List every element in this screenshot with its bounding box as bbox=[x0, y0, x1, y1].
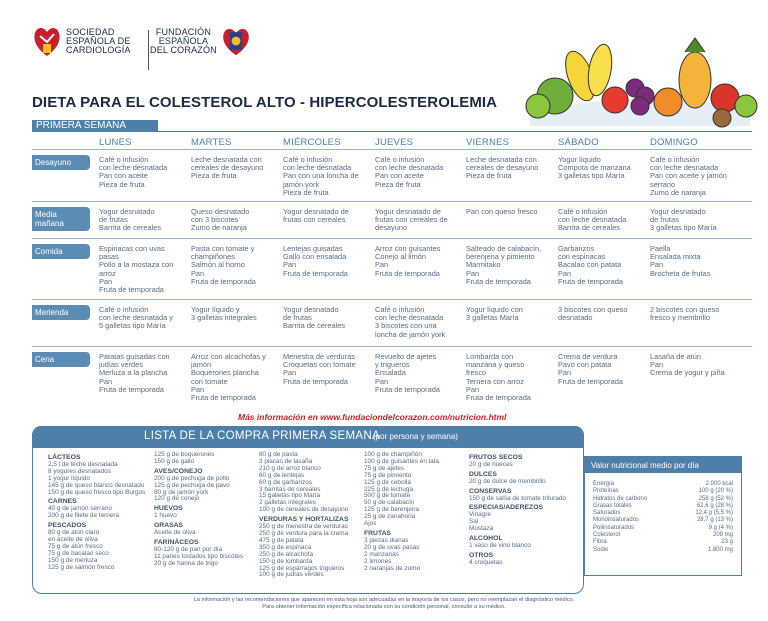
shopping-item: 3 barritas de cereales bbox=[259, 485, 321, 493]
meal-cell: Arroz con alcachofas y jamón Boquerones plancha con tomate Pan Fruta de temporada bbox=[191, 352, 266, 403]
shopping-item: 250 g de alcachofa bbox=[259, 550, 314, 558]
shopping-item: 200 g de pechuga de pollo bbox=[154, 474, 230, 482]
meal-cell: Café o infusión con leche desnatada Pan con aceite Pieza de fruta bbox=[99, 155, 168, 189]
shopping-item: 120 g de conejo bbox=[154, 495, 200, 503]
shopping-item: 125 g de pechuga de pavo bbox=[154, 481, 230, 489]
nutrition-row bbox=[585, 503, 741, 510]
shopping-item: 80-120 g de pan por día bbox=[154, 545, 223, 553]
shopping-item: 100 g de guisantes en lata bbox=[364, 457, 439, 465]
shopping-item: 8 yogures desnatados bbox=[48, 467, 111, 475]
day-header: MARTES bbox=[191, 137, 232, 148]
shopping-item: 1 huevo bbox=[154, 512, 177, 520]
day-header: LUNES bbox=[99, 137, 132, 148]
meal-cell: Yogur líquido con 3 galletas María bbox=[466, 305, 523, 323]
row-divider bbox=[32, 238, 752, 239]
logo-text-line: ESPAÑOLA DE bbox=[66, 35, 131, 46]
nutrient-name: Poliinsaturados bbox=[593, 524, 635, 531]
meal-cell: Yogur líquido Compota de manzana 3 galletas tipo María bbox=[558, 155, 631, 181]
shopping-item: 100 g de champiñón bbox=[364, 451, 422, 458]
shopping-category: CARNES bbox=[48, 498, 77, 506]
meal-cell: Yogur líquido y 3 galletas integrales bbox=[191, 305, 257, 323]
shopping-item: 150 g de lombarda bbox=[259, 557, 313, 565]
nutrient-name: Colesterol bbox=[593, 532, 621, 539]
meal-label: Comida bbox=[32, 244, 90, 259]
shopping-item: 150 g de gallo bbox=[154, 457, 195, 465]
shopping-item: 2 manzanas bbox=[364, 550, 399, 558]
nutrition-row bbox=[585, 525, 741, 532]
week-divider bbox=[32, 131, 752, 132]
nutrition-row bbox=[585, 496, 741, 503]
shopping-list-subtitle: (por persona y semana) bbox=[373, 432, 458, 441]
shopping-item: 75 g de pimiento bbox=[364, 471, 412, 479]
shopping-category: CONSERVAS bbox=[469, 487, 512, 495]
shopping-category: HUEVOS bbox=[154, 505, 183, 513]
shopping-item: 2 galletas integrales bbox=[259, 499, 316, 507]
meal-cell: Pasta con tomate y champiñones Salmón al horno Pan Fruta de temporada bbox=[191, 244, 256, 286]
shopping-item: 20 g de uvas pasas bbox=[364, 543, 420, 551]
nutrient-value: 12,4 g (5,5 %) bbox=[695, 510, 733, 517]
nutrient-name: Saturados bbox=[593, 510, 621, 517]
shopping-item: 125 g de salmón fresco bbox=[48, 563, 115, 571]
logo-text-line: CARDIOLOGÍA bbox=[66, 44, 131, 55]
shopping-category: OTROS bbox=[469, 551, 494, 559]
meal-cell: 3 biscotes con queso desnatado bbox=[558, 305, 628, 323]
shopping-item: 80 g de jamón york bbox=[154, 488, 209, 496]
logo-text-line: SOCIEDAD bbox=[66, 26, 115, 37]
meal-label: Merienda bbox=[32, 305, 90, 320]
meal-cell: Crema de verdura Pavo con patata Pan Fruta de temporada bbox=[558, 352, 623, 386]
shopping-category: LÁCTEOS bbox=[48, 454, 81, 461]
nutrient-name: Proteínas bbox=[593, 488, 619, 495]
shopping-item: Ajos bbox=[364, 520, 377, 528]
meal-cell: Espinacas con uvas pasas Pollo a la mostaza con arroz Pan Fruta de temporada bbox=[99, 244, 174, 295]
shopping-item: 125 g de cebolla bbox=[364, 478, 411, 486]
shopping-item: Aceite de oliva bbox=[154, 529, 196, 537]
meal-label: Cena bbox=[32, 352, 90, 367]
page-title: DIETA PARA EL COLESTEROL ALTO - HIPERCOLESTEROLEMIA bbox=[32, 94, 498, 111]
shopping-category: ALCOHOL bbox=[469, 535, 503, 543]
shopping-item: 250 g de menestra de verduras bbox=[259, 523, 348, 531]
shopping-item: 40 g de jamón serrano bbox=[48, 505, 112, 513]
nutrient-value: 209 mg bbox=[712, 532, 733, 539]
meal-cell: Paella Ensalada mixta Pan Brocheta de frutas bbox=[650, 244, 711, 278]
shopping-item: 15 galletas tipo María bbox=[259, 492, 321, 500]
shopping-item: 60 g de garbanzos bbox=[259, 478, 312, 486]
shopping-item: Mostaza bbox=[469, 525, 494, 533]
shopping-item: 150 g de salsa de tomate triturado bbox=[469, 494, 566, 502]
shopping-item: 100 g de judías verdes bbox=[259, 571, 324, 579]
nutrition-row bbox=[585, 539, 741, 546]
shopping-item: 145 g de queso blanco desnatado bbox=[48, 481, 145, 489]
nutrient-value: 23 g bbox=[721, 539, 733, 546]
logo-divider bbox=[148, 30, 149, 70]
shopping-item: 3 piezas dianas bbox=[364, 536, 409, 544]
shopping-item: 350 g de espinaca bbox=[259, 543, 312, 551]
nutrition-row bbox=[585, 517, 741, 524]
shopping-column bbox=[364, 452, 474, 572]
shopping-item: 475 g de patata bbox=[259, 536, 304, 544]
shopping-item: 2 naranjas de zumo bbox=[364, 564, 421, 572]
meal-cell: Yogur desnatado de frutas Barrita de cereales bbox=[283, 305, 346, 331]
fruit-basket-illustration bbox=[500, 36, 762, 130]
shopping-category: FRUTOS SECOS bbox=[469, 454, 523, 461]
meal-cell: Patatas guisadas con judías verdes Merluza a la plancha Pan Fruta de temporada bbox=[99, 352, 170, 394]
nutrition-title: Valor nutricional medio por día bbox=[585, 457, 741, 473]
shopping-item: 150 g de queso fresco tipo Burgos bbox=[48, 488, 146, 496]
meal-label: Media mañana bbox=[32, 207, 90, 231]
meal-cell: Salteado de calabacín, berenjena y pimiento Marmitako Pan Fruta de temporada bbox=[466, 244, 542, 286]
meal-cell: Café o infusión con leche desnatada Pan con aceite Pieza de fruta bbox=[375, 155, 444, 189]
more-info-link[interactable]: Más información en www.fundaciondelcorazon.com/nutricion.html bbox=[238, 412, 507, 422]
meal-cell: Garbanzos con espinacas Bacalao con patata Pan Fruta de temporada bbox=[558, 244, 623, 286]
meal-cell: Revuelto de ajetes y trigueros Ensalada Pan Fruta de temporada bbox=[375, 352, 440, 394]
shopping-category: FARINÁCEOS bbox=[154, 538, 199, 546]
shopping-column bbox=[469, 452, 579, 567]
shopping-column bbox=[154, 452, 264, 568]
shopping-item: 75 g de atún fresco bbox=[48, 542, 103, 550]
nutrient-value: 62,6 g (28 %) bbox=[696, 502, 733, 509]
shopping-item: 150 g de merluza bbox=[48, 556, 98, 564]
meal-cell: Yogur desnatado de frutas con cereales bbox=[283, 207, 349, 225]
shopping-column bbox=[259, 452, 369, 579]
day-header: MIÉRCOLES bbox=[283, 137, 341, 148]
shopping-item: 80 g de atún claro bbox=[48, 529, 100, 537]
shopping-item: 75 g de bacalao seco bbox=[48, 549, 109, 557]
logo-text-line: ESPAÑOLA bbox=[158, 35, 209, 46]
shopping-item: 1 vaso de vino blanco bbox=[469, 541, 531, 549]
shopping-list-title: LISTA DE LA COMPRA PRIMERA SEMANA bbox=[144, 430, 380, 442]
shopping-item: 75 g de ajetes bbox=[364, 464, 405, 472]
meal-cell: Yogur desnatado de frutas Barrita de cereales bbox=[99, 207, 162, 233]
nutrient-value: 100 g (20 %) bbox=[698, 488, 733, 495]
footer-disclaimer: La información y las recomendaciones que aparecen en esta hoja son adecuadas en la mayoría de los casos, pero no reemplazan el diagnóstico médico. bbox=[193, 597, 575, 603]
shopping-item: 210 g de arroz blanco bbox=[259, 464, 321, 472]
nutrient-value: 258 g (52 %) bbox=[698, 495, 733, 502]
meal-cell: Pan con queso fresco bbox=[466, 207, 538, 216]
nutrition-row bbox=[585, 547, 741, 554]
shopping-item: 100 g de cereales de desayuno bbox=[259, 506, 349, 514]
shopping-category: VERDURAS Y HORTALIZAS bbox=[259, 516, 349, 524]
row-divider bbox=[32, 149, 752, 150]
nutrient-value: 28,7 g (13 %) bbox=[696, 517, 733, 524]
nutrient-name: Grasas totales bbox=[593, 502, 632, 509]
meal-cell: 2 biscotes con queso fresco y membrillo bbox=[650, 305, 720, 323]
shopping-item: 25 g de zanahoria bbox=[364, 513, 416, 521]
meal-cell: Café o infusión con leche desnatada 3 biscotes con una loncha de jamón york bbox=[375, 305, 446, 339]
meal-cell: Lentejas guisadas Gallo con ensalada Pan Fruta de temporada bbox=[283, 244, 348, 278]
shopping-list-header bbox=[32, 426, 584, 448]
nutrition-row bbox=[585, 481, 741, 488]
shopping-item: 60 g de pasta bbox=[259, 451, 298, 458]
heart-logo-icon bbox=[32, 22, 62, 60]
shopping-category: AVES/CONEJO bbox=[154, 467, 203, 475]
shopping-item: 20 g de harina de trigo bbox=[154, 559, 218, 567]
nutrient-name: Sodio bbox=[593, 546, 609, 553]
meal-cell: Café o infusión con leche desnatada Barrita de cereales bbox=[558, 207, 627, 233]
shopping-item: 50 g de calabacín bbox=[364, 499, 415, 507]
meal-label: Desayuno bbox=[32, 155, 90, 170]
meal-cell: Café o infusión con leche desnatada Pan con aceite y jamón serrano Zumo de naranja bbox=[650, 155, 727, 197]
sec-logo bbox=[32, 22, 131, 60]
shopping-item: 11 panes tostados tipo biscotes bbox=[154, 552, 244, 560]
shopping-item: 200 g de filete de ternera bbox=[48, 512, 120, 520]
shopping-item: 2,5 l de leche desnatada bbox=[48, 460, 118, 468]
row-divider bbox=[32, 346, 752, 347]
shopping-item: 3 placas de lasaña bbox=[259, 457, 313, 465]
meal-cell: Queso desnatado con 3 biscotes Zumo de naranja bbox=[191, 207, 250, 233]
shopping-item: 125 g de boquerones bbox=[154, 451, 215, 458]
meal-cell: Menestra de verduras Croquetas con tomate Pan Fruta de temporada bbox=[283, 352, 356, 386]
meal-cell: Café o infusión con leche desnatada y 5 galletas tipo María bbox=[99, 305, 173, 331]
row-divider bbox=[32, 299, 752, 300]
week-label: PRIMERA SEMANA bbox=[32, 120, 158, 132]
shopping-category: GRASAS bbox=[154, 522, 184, 530]
shopping-item: 1 yogur líquido bbox=[48, 474, 90, 482]
nutrient-name: Energía bbox=[593, 481, 615, 487]
nutrition-box bbox=[584, 456, 742, 576]
nutrient-value: 1.800 mg bbox=[707, 546, 733, 553]
nutrition-rows bbox=[585, 473, 741, 554]
day-header: SÁBADO bbox=[558, 137, 599, 148]
nutrient-name: Hidratos de carbono bbox=[593, 495, 648, 502]
shopping-item: 60 g de lentejas bbox=[259, 471, 305, 479]
day-header: VIERNES bbox=[466, 137, 510, 148]
shopping-item: 20 g de nueces bbox=[469, 460, 513, 468]
meal-cell: Yogur desnatado de frutas 3 galletas tipo María bbox=[650, 207, 717, 233]
footer-disclaimer: Para obtener información específica relacionada con su condición personal, consulte a su médico. bbox=[262, 604, 506, 610]
shopping-category: DULCES bbox=[469, 470, 497, 478]
meal-cell: Leche desnatada con cereales de desayuno Pieza de fruta bbox=[466, 155, 539, 181]
nutrient-name: Monoinsaturados bbox=[593, 517, 640, 524]
meal-cell: Yogur desnatado de frutas con cereales de desayuno bbox=[375, 207, 448, 233]
shopping-category: ESPECIAS/ADEREZOS bbox=[469, 504, 544, 512]
meal-cell: Café o infusión con leche desnatada Pan con una loncha de jamón york Pieza de fruta bbox=[283, 155, 359, 197]
nutrition-row bbox=[585, 532, 741, 539]
meal-cell: Lombarda con manzana y queso fresco Ternera con arroz Pan Fruta de temporada bbox=[466, 352, 531, 403]
meal-cell: Arroz con guisantes Conejo al limón Pan Fruta de temporada bbox=[375, 244, 441, 278]
shopping-item: 250 g de verdura para la crema bbox=[259, 529, 349, 537]
fec-logo bbox=[150, 22, 251, 60]
shopping-item: 125 g de espárragos trigueros bbox=[259, 564, 345, 572]
shopping-column bbox=[48, 452, 158, 572]
shopping-item: Vinagre bbox=[469, 511, 491, 519]
shopping-item: en aceite de oliva bbox=[48, 535, 98, 543]
row-divider bbox=[32, 201, 752, 202]
shopping-item: 225 g de lechuga bbox=[364, 485, 414, 493]
shopping-item: Sal bbox=[469, 518, 479, 526]
nutrient-value: 2.000 kcal bbox=[705, 481, 733, 487]
shopping-item: 500 g de tomate bbox=[364, 492, 411, 500]
day-header: JUEVES bbox=[375, 137, 414, 148]
nutrition-row bbox=[585, 488, 741, 495]
day-header: DOMINGO bbox=[650, 137, 698, 148]
logo-text-line: FUNDACIÓN bbox=[155, 26, 212, 37]
nutrient-value: 9 g (4 %) bbox=[708, 524, 733, 531]
shopping-item: 125 g de berenjena bbox=[364, 506, 420, 514]
meal-cell: Lasaña de atún Pan Crema de yogur y piña bbox=[650, 352, 725, 378]
nutrition-row bbox=[585, 510, 741, 517]
shopping-item: 2 limones bbox=[364, 557, 392, 565]
shopping-item: 20 g de dulce de membrillo bbox=[469, 477, 546, 485]
nutrient-name: Fibra bbox=[593, 539, 607, 546]
meal-cell: Leche desnatada con cereales de desayuno Pieza de fruta bbox=[191, 155, 264, 181]
shopping-category: PESCADOS bbox=[48, 522, 87, 530]
shopping-category: FRUTAS bbox=[364, 529, 392, 537]
heart-logo-icon bbox=[221, 22, 251, 60]
logo-text-line: DEL CORAZÓN bbox=[150, 44, 217, 55]
shopping-item: 4 croquetas bbox=[469, 558, 503, 566]
